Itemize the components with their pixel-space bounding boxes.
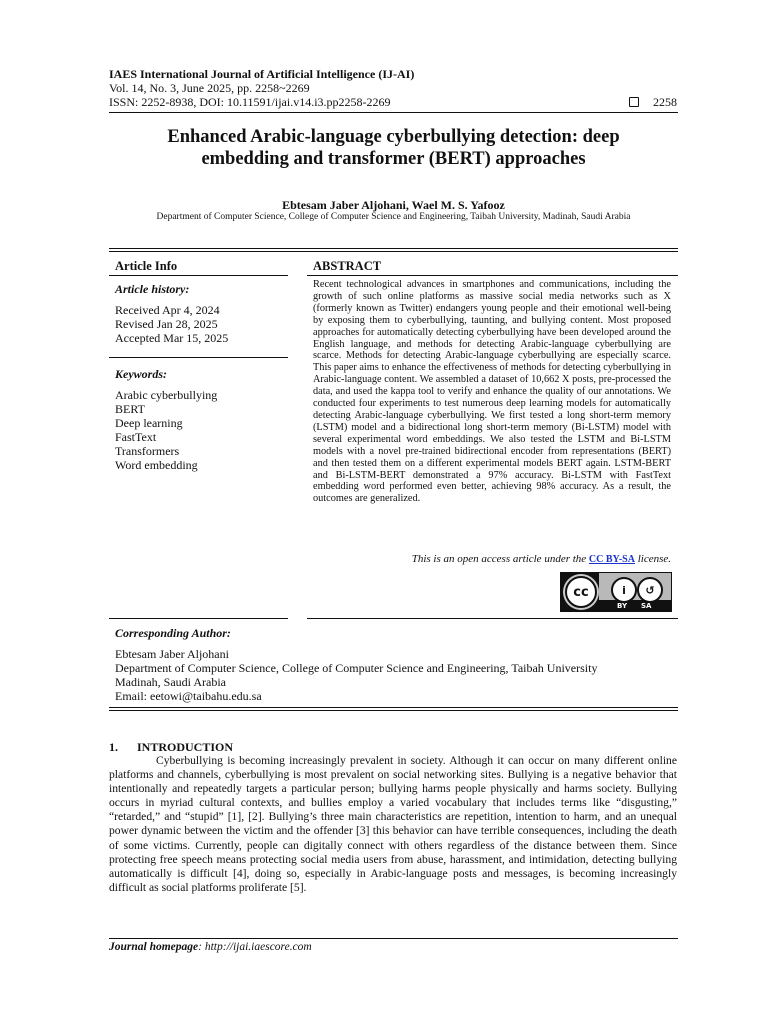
corresponding-dept: Department of Computer Science, College of Computer Science and Engineering, Taibah University [115,661,598,675]
square-bullet-icon [629,97,639,107]
keyword-item: Word embedding [115,458,198,472]
corresponding-city: Madinah, Saudi Arabia [115,675,226,689]
journal-homepage-url[interactable]: : http://ijai.iaescore.com [198,941,312,953]
intro-double-rule [109,707,678,711]
introduction-text: Cyberbullying is becoming increasingly prevalent in society. Although it can occur on many different online platforms and channels, cyberbullying is most prevalent on social networking sites. Bullying is a negative behavior that intentionally and repeatedly targets a particular person; bullying harms people physically and harms society. Bullying occurs in myriad cultural contexts, and bullies employ a varied vocabulary that includes terms like “disgusting,” “retarded,” and “stupid” [1], [2]. Bullying’s three main characteristics are repetition, intention to harm, and an unequal power dynamic between the victim and the offender [3] this behavior can have terrible consequences, including the death of some victims. Currently, people can digitally connect with others regardless of the distance between them. Since protecting free speech means protecting social media users from abuse, harassment, and intimidation, detecting bullying automatically is difficult [4], doing so, especially in Arabic-language posts and messages, is becoming increasingly difficult as social platforms proliferate [5]. [109,754,677,894]
title-line-1: Enhanced Arabic-language cyberbullying detection: deep [167,127,620,147]
article-info-heading: Article Info [115,259,178,273]
corresponding-rule-right [307,618,678,619]
cc-by-sa-badge[interactable] [560,572,672,612]
journal-name: IAES International Journal of Artificial Intelligence (IJ-AI) [109,67,415,81]
abstract-heading: ABSTRACT [313,259,382,273]
page-number: 2258 [653,95,677,109]
keyword-item: BERT [115,402,145,416]
section-number: 1. [109,740,118,754]
attribution-icon: i [611,577,637,603]
share-alike-icon: ↺ [637,577,663,603]
corresponding-rule-left [109,618,288,619]
authors: Ebtesam Jaber Aljohani, Wael M. S. Yafooz [282,198,505,212]
badge-by-label: BY [617,602,628,610]
corresponding-email: Email: eetowi@taibahu.edu.sa [115,689,262,703]
keyword-item: Deep learning [115,416,183,430]
corresponding-name: Ebtesam Jaber Aljohani [115,647,229,661]
title-line-2: embedding and transformer (BERT) approaches [201,149,586,169]
keyword-item: FastText [115,430,157,444]
volume-info: Vol. 14, No. 3, June 2025, pp. 2258~2269 [109,81,310,95]
oa-prefix: This is an open access article under the [411,553,589,565]
history-label: Article history: [115,282,190,296]
abstract-text: Recent technological advances in smartphones and communications, including the growth of such online platforms as massive social media networks such as X (formerly known as Twitter) endangers young people and their emotional well-being by exposing them to cyberbullying, taunting, and bullying content. Most proposed approaches for automatically detecting cyberbullying have been developed around the English language, and methods for detecting Arabic-language cyberbullying are scarce. Methods for detecting Arabic-language cyberbullying are especially scarce. This paper aims to enhance the effectiveness of methods for detecting cyberbullying in Arabic-language content. We assembled a dataset of 10,662 X posts, pre-processed the data, and used the kappa tool to verify and enhance the quality of our annotations. We conducted four experiments to test numerous deep learning models for automatically detecting Arabic-language cyberbullying. We first tested a long short-term memory (LSTM) model and a bidirectional long short-term memory (Bi-LSTM) model with several experimental word embeddings. We also tested the LSTM and Bi-LSTM models with a novel pre-trained bidirectional encoder from representations (BERT) and then tested them on a different experimental models BERT again. LSTM-BERT and Bi-LSTM-BERT demonstrated a 97% accuracy. Bi-LSTM with FastText embedding word performed even better, achieving 98% accuracy. As a result, the outcomes are generalized. [313,279,671,505]
cc-icon: cc [565,576,597,608]
footer [109,941,312,953]
article-info-rule [109,275,288,276]
keyword-item: Arabic cyberbullying [115,388,218,402]
section-heading [109,740,233,755]
history-revised: Revised Jan 28, 2025 [115,317,218,331]
footer-label: Journal homepage [109,941,199,953]
history-accepted: Accepted Mar 15, 2025 [115,331,229,345]
section-double-rule [109,248,678,252]
running-header [109,67,677,109]
history-received: Received Apr 4, 2024 [115,303,220,317]
corresponding-label: Corresponding Author: [115,626,231,640]
history-rule [109,357,288,358]
issn-doi: ISSN: 2252-8938, DOI: 10.11591/ijai.v14.i3.pp2258-2269 [109,95,391,109]
keyword-item: Transformers [115,444,180,458]
oa-suffix: license. [634,553,671,565]
keywords-label: Keywords: [115,367,167,381]
open-access-note [313,553,671,565]
article-history [115,282,228,345]
paper-title [109,126,678,170]
section-title: INTRODUCTION [137,740,234,754]
badge-sa-label: SA [641,602,652,610]
footer-rule [109,938,678,939]
cc-license-link[interactable]: CC BY-SA [588,554,635,565]
header-rule [109,112,678,113]
affiliation: Department of Computer Science, College of Computer Science and Engineering, Taibah University, Madinah, Saudi Arabia [156,212,631,222]
corresponding-author [115,626,675,703]
keywords [115,367,217,472]
abstract-rule [307,275,678,276]
